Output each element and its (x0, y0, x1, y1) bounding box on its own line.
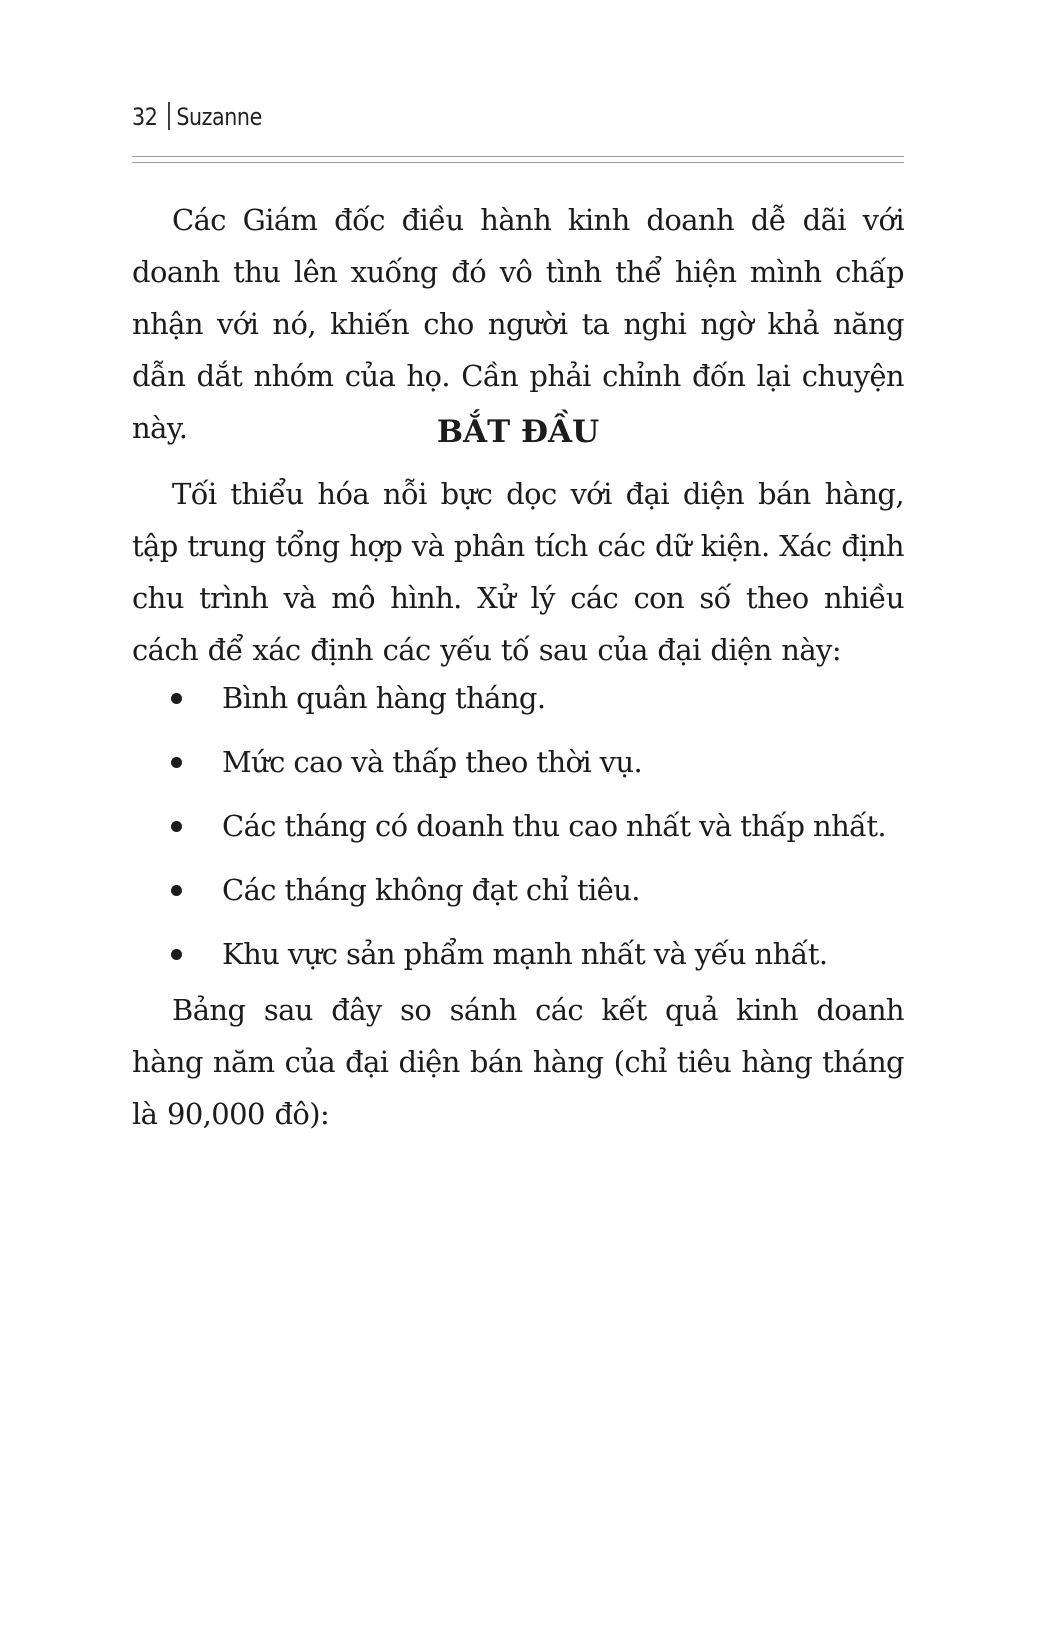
list-item-text: Khu vực sản phẩm mạnh nhất và yếu nhất. (222, 937, 828, 971)
paragraph-table-intro: Bảng sau đây so sánh các kết quả kinh doanh hàng năm của đại diện bán hàng (chỉ tiêu hàng tháng là 90,000 đô): (132, 993, 904, 1131)
running-title: Suzanne (176, 103, 262, 131)
list-item (132, 676, 904, 740)
running-header (132, 102, 262, 131)
paragraph-instructions: Tối thiểu hóa nỗi bực dọc với đại diện bán hàng, tập trung tổng hợp và phân tích các dữ kiện. Xác định chu trình và mô hình. Xử lý các con số theo nhiều cách để xác định các yếu tố sau của đại diện này: (132, 477, 904, 667)
header-separator (168, 102, 170, 130)
list-item (132, 868, 904, 932)
bullet-icon (171, 821, 182, 832)
paragraph-intro: Các Giám đốc điều hành kinh doanh dễ dãi với doanh thu lên xuống đó vô tình thể hiện mình chấp nhận với nó, khiến cho người ta nghi ngờ khả năng dẫn dắt nhóm của họ. Cần phải chỉnh đốn lại chuyện này. (132, 203, 904, 445)
bullet-icon (171, 757, 182, 768)
bullet-icon (171, 693, 182, 704)
list-item-text: Mức cao và thấp theo thời vụ. (222, 745, 643, 779)
page-number: 32 (132, 103, 158, 131)
factor-list (132, 676, 904, 996)
bullet-icon (171, 885, 182, 896)
list-item-text: Các tháng có doanh thu cao nhất và thấp nhất. (222, 809, 887, 843)
header-rule-top (132, 156, 904, 157)
bullet-icon (171, 949, 182, 960)
section-heading: BẮT ĐẦU (436, 414, 600, 450)
list-item-text: Các tháng không đạt chỉ tiêu. (222, 873, 640, 907)
list-item (132, 740, 904, 804)
list-item-text: Bình quân hàng tháng. (222, 681, 546, 715)
header-rule-bottom (132, 162, 904, 163)
list-item (132, 804, 904, 868)
